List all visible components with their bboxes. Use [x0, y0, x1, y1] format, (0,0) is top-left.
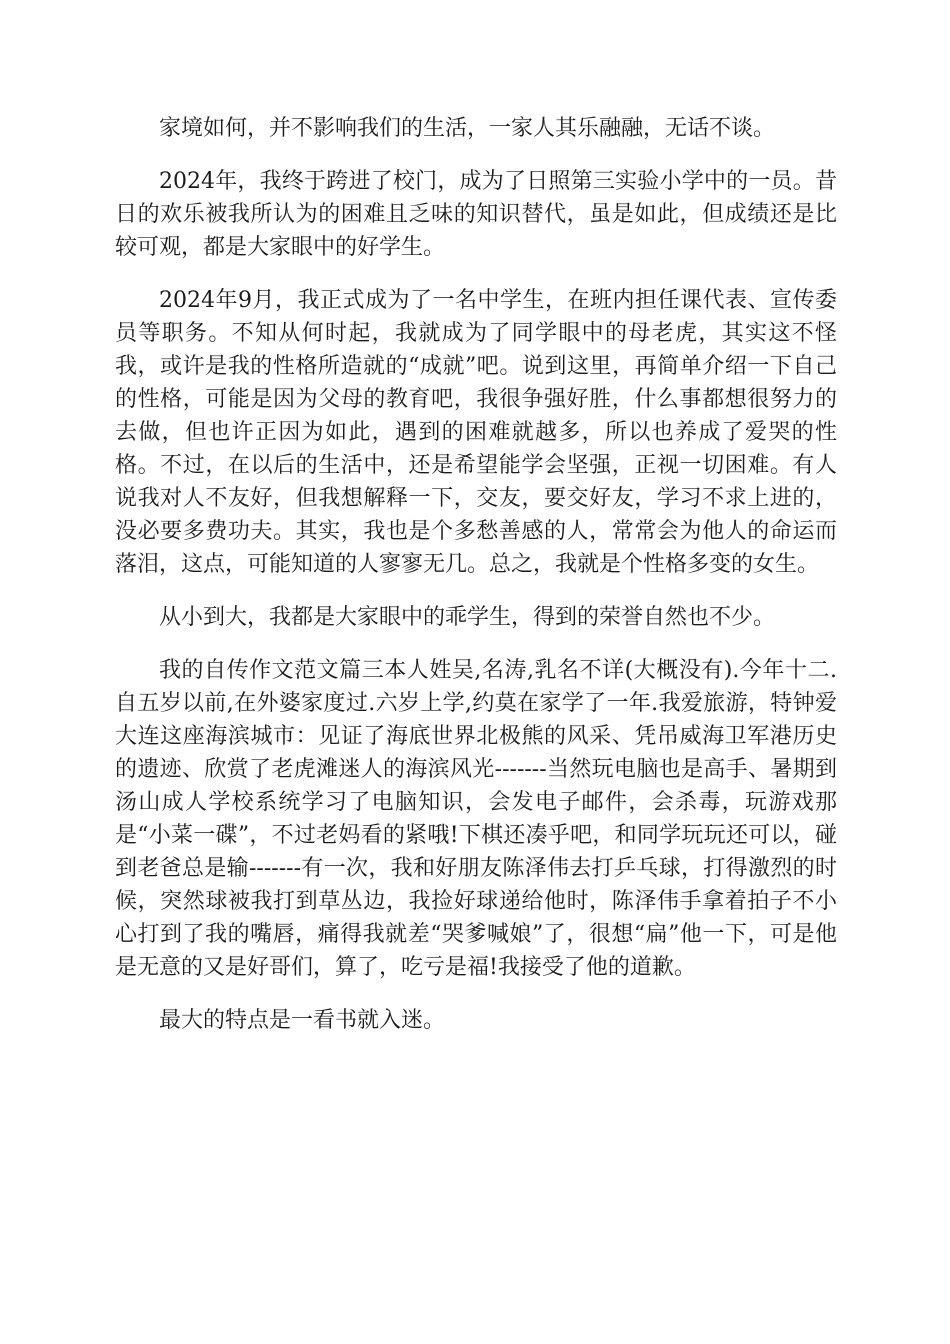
paragraph-family: 家境如何，并不影响我们的生活，一家人其乐融融，无话不谈。 [159, 116, 776, 141]
paragraph-middle-school: 2024年9月，我正式成为了一名中学生，在班内担任课代表、宣传委员等职务。不知从何时起，我就成为了同学眼中的母老虎，其实这不怪我，或许是我的性格所造就的“成就”吧。说到这里，再简单介绍一下自己的性格，可能是因为父母的教育吧，我很争强好胜，什么事都想很努力的去做，但也许正因为如此，遇到的困难就越多，所以也养成了爱哭的性格。不过，在以后的生活中，还是希望能学会坚强，正视一切困难。有人说我对人不友好，但我想解释一下，交友，要交好友，学习不求上进的，没必要多费功夫。其实，我也是个多愁善感的人，常常会为他人的命运而落泪，这点，可能知道的人寥寥无几。总之，我就是个性格多变的女生。 [115, 288, 837, 577]
document-body [115, 112, 837, 1057]
paragraph-primary-school: 2024年，我终于跨进了校门，成为了日照第三实验小学中的一员。昔日的欢乐被我所认为的困难且乏味的知识替代，虽是如此，但成绩还是比较可观，都是大家眼中的好学生。 [115, 169, 837, 260]
paragraph-good-student: 从小到大，我都是大家眼中的乖学生，得到的荣誉自然也不少。 [159, 605, 776, 630]
paragraph-autobiography-three: 我的自传作文范文篇三本人姓吴,名涛,乳名不详(大概没有).今年十二.自五岁以前,在外婆家度过.六岁上学,约莫在家学了一年.我爱旅游，特钟爱大连这座海滨城市：见证了海底世界北极熊的风采、凭吊威海卫军港历史的遗迹、欣赏了老虎滩迷人的海滨风光-------当然玩电脑也是高手、暑期到汤山成人学校系统学习了电脑知识，会发电子邮件，会杀毒，玩游戏那是“小菜一碟”，不过老妈看的紧哦!下棋还凑乎吧，和同学玩玩还可以，碰到老爸总是输-------有一次，我和好朋友陈泽伟去打乒乓球，打得激烈的时候，突然球被我打到草丛边，我捡好球递给他时，陈泽伟手拿着拍子不小心打到了我的嘴唇，痛得我就差“哭爹喊娘”了，很想“扁”他一下，可是他是无意的又是好哥们，算了，吃亏是福!我接受了他的道歉。 [115, 658, 837, 980]
paragraph-reading: 最大的特点是一看书就入迷。 [159, 1008, 446, 1033]
